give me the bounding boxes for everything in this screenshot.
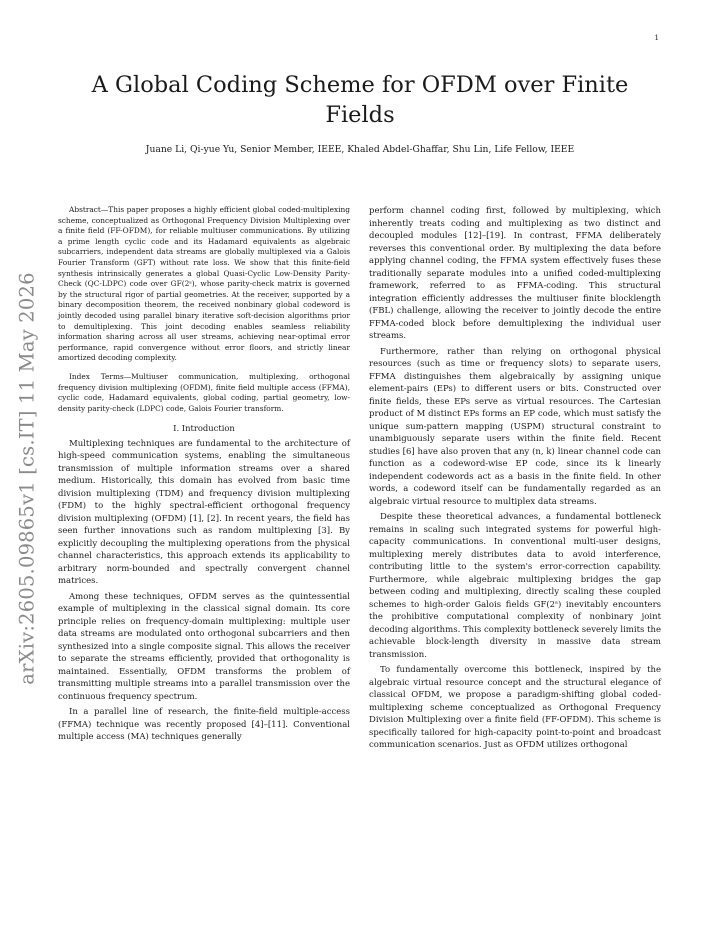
page-number: 1 (654, 34, 659, 42)
arxiv-stamp (14, 271, 40, 685)
paper-title: A Global Coding Scheme for OFDM over Finite Fields (91, 72, 629, 128)
body-paragraph: In a parallel line of research, the finite-field multiple-access (FFMA) technique was recently proposed [4]–[11]. Conventional multiple access (MA) techniques generally (58, 707, 350, 743)
body-paragraph: Despite these theoretical advances, a fundamental bottleneck remains in scaling such integrated systems for powerful high-capacity communications. In conventional multi-user designs, multiplexing merely distributes data to avoid interference, contributing little to the system's error-correction capability. Furthermore, while algebraic multiplexing bridges the gap between coding and multiplexing, directly scaling these coupled schemes to high-order Galois fields GF(2ˢ) inevitably encounters the prohibitive computational complexity of nonbinary joint decoding algorithms. This complexity bottleneck severely limits the achievable block-length diversity in massive data stream transmission. (369, 512, 661, 660)
body-paragraph: Among these techniques, OFDM serves as the quintessential example of multiplexing in the classical signal domain. Its core principle relies on frequency-domain multiplexing: multiple user data streams are modulated onto orthogonal subcarriers and then synthesized into a single composite signal. This allows the receiver to separate the streams efficiently, provided that orthogonality is maintained. Essentially, OFDM transforms the problem of transmitting multiple streams into a parallel transmission over the continuous frequency spectrum. (58, 591, 350, 702)
left-column (58, 205, 350, 747)
author-list: Juane Li, Qi-yue Yu, Senior Member, IEEE, Khaled Abdel-Ghaffar, Shu Lin, Life Fellow, IEEE (145, 144, 575, 155)
abstract-block (58, 205, 350, 414)
body-paragraph: Multiplexing techniques are fundamental to the architecture of high-speed communication systems, enabling the simultaneous transmission of multiple information streams over a shared medium. Historically, this domain has evolved from basic time division multiplexing (TDM) and frequency division multiplexing (FDM) to the highly spectral-efficient orthogonal frequency division multiplexing (OFDM) [1], [2]. In recent years, the field has seen further innovations such as random multiplexing [3]. By explicitly decoupling the multiplexing operations from the physical channel characteristics, this approach extends its applicability to arbitrary norm-bounded and spectrally convergent channel matrices. (58, 438, 350, 587)
section-heading: I. Introduction (173, 423, 235, 434)
body-paragraph: To fundamentally overcome this bottleneck, inspired by the algebraic virtual resource concept and the structural elegance of classical OFDM, we propose a paradigm-shifting global coded-multiplexing scheme conceptualized as Orthogonal Frequency Division Multiplexing over a finite field (FF-OFDM). This scheme is specifically tailored for high-capacity point-to-point and broadcast communication scenarios. Just as OFDM utilizes orthogonal (369, 665, 661, 750)
body-paragraph: Furthermore, rather than relying on orthogonal physical resources (such as time or frequency slots) to separate users, FFMA distinguishes them algebraically by assigning unique element-pairs (EPs) to different users or bits. Constructed over finite fields, these EPs serve as virtual resources. The Cartesian product of M distinct EPs forms an EP code, which must satisfy the unique sum-pattern mapping (USPM) structural constraint to unambiguously separate users within the finite field. Recent studies [6] have also proven that any (n, k) linear channel code can function as a codeword-wise EP code, since its k linearly independent codewords act as a basis in the finite field. In other words, a codeword itself can be fundamentally regarded as an algebraic virtual resource to multiplex data streams. (369, 346, 661, 507)
right-column (369, 205, 661, 755)
abstract-text: Abstract—This paper proposes a highly efficient global coded-multiplexing scheme, conceptualized as Orthogonal Frequency Division Multiplexing over a finite field (FF-OFDM), for reliable multiuser communications. By utilizing a prime length cyclic code and its Hadamard equivalents as algebraic subcarriers, independent data streams are globally multiplexed via a Galois Fourier Transform (GFT) without rate loss. We show that this finite-field synthesis intrinsically generates a global Quasi-Cyclic Low-Density Parity-Check (QC-LDPC) code over GF(2ˢ), whose parity-check matrix is governed by the structural rigor of partial geometries. At the receiver, supported by a binary decomposition theorem, the received nonbinary global codeword is jointly decoded using parallel binary iterative soft-decision algorithms prior to demultiplexing. This joint decoding enables seamless reliability information sharing across all user streams, achieving near-optimal error performance, rapid convergence without error floors, and strictly linear amortized decoding complexity. (58, 205, 350, 363)
arxiv-identifier: arXiv:2605.09865v1 [cs.IT] 11 May 2026 (15, 271, 39, 685)
body-paragraph: perform channel coding first, followed by multiplexing, which inherently treats coding and multiplexing as two distinct and decoupled modules [12]–[19]. In contrast, FFMA deliberately reverses this conventional order. By multiplexing the data before applying channel coding, the FFMA system effectively fuses these traditionally separate modules into a unified coded-multiplexing framework, referred to as FFMA-coding. This structural integration efficiently addresses the multiuser finite blocklength (FBL) challenge, allowing the receiver to jointly decode the entire FFMA-coded block before demultiplexing the individual user streams. (369, 206, 661, 341)
index-terms: Index Terms—Multiuser communication, multiplexing, orthogonal frequency division multiplexing (OFDM), finite field multiple access (FFMA), cyclic code, Hadamard equivalents, global coding, partial geometry, low-density parity-check (LDPC) code, Galois Fourier transform. (58, 371, 350, 413)
